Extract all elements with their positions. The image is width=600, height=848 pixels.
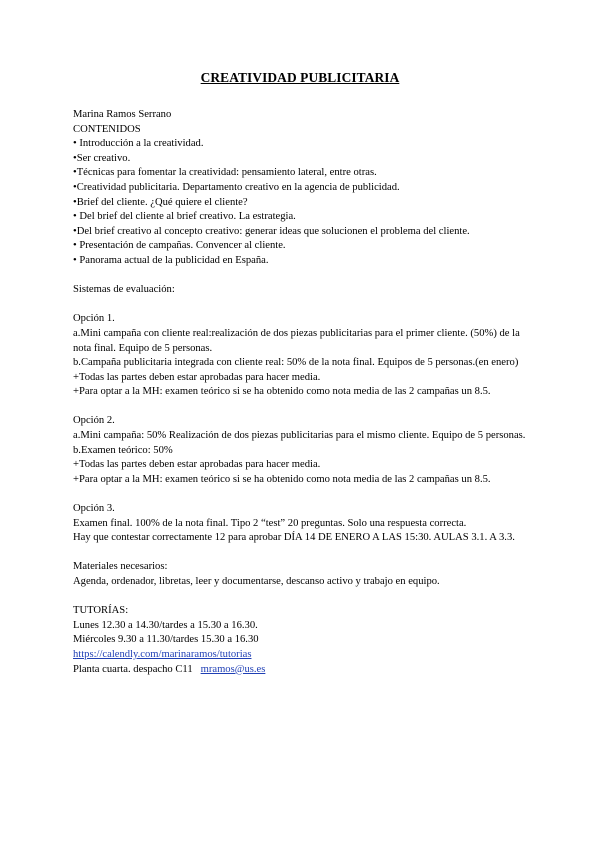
materials-text: Agenda, ordenador, libretas, leer y documentarse, descanso activo y trabajo en equipo.: [73, 576, 440, 587]
option3-text: Hay que contestar correctamente 12 para aprobar DÍA 14 DE ENERO A LAS 15:30. AULAS 3.1. A 3.3.: [73, 532, 515, 544]
contents-item: • Panorama actual de la publicidad en España.: [73, 254, 269, 266]
contents-item: •Técnicas para fomentar la creatividad: pensamiento lateral, entre otras.: [73, 167, 377, 179]
document-title: CREATIVIDAD PUBLICITARIA: [200, 70, 400, 85]
option2-item-a: a.Mini campaña: 50% Realización de dos piezas publicitarias para el mismo cliente. Equipo de 5 personas.: [73, 430, 526, 442]
option1-note: +Para optar a la MH: examen teórico si se ha obtenido como nota media de las 2 campañas un 8.5.: [73, 386, 491, 398]
option2-heading: Opción 2.: [73, 415, 115, 427]
option2-note: +Para optar a la MH: examen teórico si se ha obtenido como nota media de las 2 campañas un 8.5.: [73, 473, 491, 485]
option1-item-b: b.Campaña publicitaria integrada con cliente real: 50% de la nota final. Equipos de 5 personas.(en enero): [73, 357, 519, 369]
contents-item: •Del brief creativo al concepto creativo: generar ideas que solucionen el problema del cliente.: [73, 225, 470, 237]
materials-heading: Materiales necesarios:: [73, 561, 168, 573]
contents-item: • Del brief del cliente al brief creativo. La estrategia.: [73, 211, 296, 223]
calendly-link[interactable]: https://calendly.com/marinaramos/tutorias: [73, 648, 252, 660]
option2-note: +Todas las partes deben estar aprobadas para hacer media.: [73, 459, 321, 471]
tutorias-schedule: Miércoles 9.30 a 11.30/tardes 15.30 a 16.30: [73, 634, 259, 646]
option1-heading: Opción 1.: [73, 313, 115, 325]
tutorias-schedule: Lunes 12.30 a 14.30/tardes a 15.30 a 16.30.: [73, 619, 258, 631]
evaluation-heading: Sistemas de evaluación:: [73, 284, 175, 296]
option3-heading: Opción 3.: [73, 503, 115, 515]
option3-text: Examen final. 100% de la nota final. Tipo 2 “test” 20 preguntas. Solo una respuesta correcta.: [73, 517, 467, 529]
contents-heading: CONTENIDOS: [73, 123, 141, 135]
author-name: Marina Ramos Serrano: [73, 109, 172, 120]
office-location: Planta cuarta. despacho C11: [73, 663, 193, 675]
contents-item: • Introducción a la creatividad.: [73, 138, 204, 150]
contents-item: •Creatividad publicitaria. Departamento creativo en la agencia de publicidad.: [73, 181, 400, 193]
document-body: [73, 108, 533, 677]
tutorias-heading: TUTORÍAS:: [73, 605, 129, 617]
contents-item: •Ser creativo.: [73, 152, 131, 164]
option1-note: +Todas las partes deben estar aprobadas para hacer media.: [73, 371, 321, 383]
email-link[interactable]: mramos@us.es: [200, 663, 266, 675]
option1-item-a: a.Mini campaña con cliente real:realización de dos piezas publicitarias para el primer cliente. (50%) de la nota final. Equipo de 5 personas.: [73, 327, 520, 354]
contents-item: •Brief del cliente. ¿Qué quiere el cliente?: [73, 196, 248, 208]
contents-item: • Presentación de campañas. Convencer al cliente.: [73, 240, 286, 252]
option2-item-b: b.Examen teórico: 50%: [73, 444, 173, 456]
